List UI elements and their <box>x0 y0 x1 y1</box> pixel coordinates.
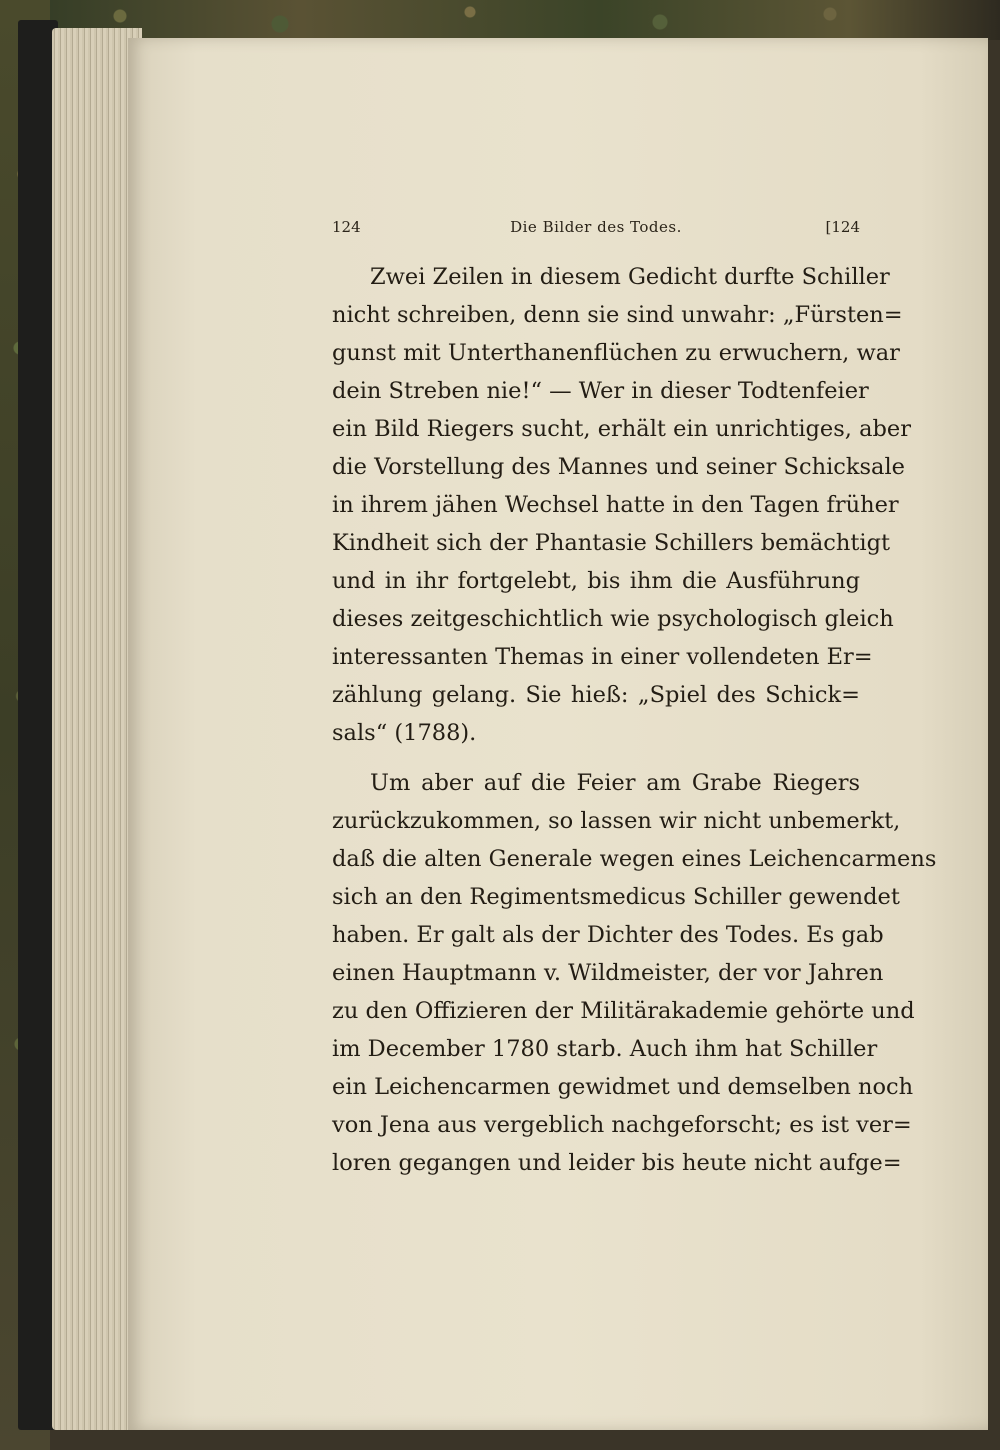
text-line: ein Leichencarmen gewidmet und demselben noch <box>332 1074 914 1100</box>
text-line: nicht schreiben, denn sie sind unwahr: „Fürsten= <box>332 302 903 328</box>
text-line: und in ihr fortgelebt, bis ihm die Ausführung <box>332 568 860 594</box>
paragraph-1 <box>332 258 911 752</box>
page-number-left: 124 <box>332 218 361 236</box>
text-line: zurückzukommen, so lassen wir nicht unbemerkt, <box>332 808 901 834</box>
text-line: loren gegangen und leider bis heute nicht aufge= <box>332 1150 902 1176</box>
text-line: im December 1780 starb. Auch ihm hat Schiller <box>332 1036 878 1062</box>
text-line: sich an den Regimentsmedicus Schiller gewendet <box>332 884 900 910</box>
text-line: in ihrem jähen Wechsel hatte in den Tagen früher <box>332 492 899 518</box>
text-line: interessanten Themas in einer vollendeten Er= <box>332 644 873 670</box>
body-text <box>332 258 937 1182</box>
text-line: daß die alten Generale wegen eines Leichencarmens <box>332 846 937 872</box>
text-line: ein Bild Riegers sucht, erhält ein unrichtiges, aber <box>332 416 911 442</box>
text-line: dieses zeitgeschichtlich wie psychologisch gleich <box>332 606 894 632</box>
text-line: einen Hauptmann v. Wildmeister, der vor Jahren <box>332 960 884 986</box>
paragraph-gap <box>332 752 860 764</box>
text-line: Kindheit sich der Phantasie Schillers bemächtigt <box>332 530 891 556</box>
text-line: Zwei Zeilen in diesem Gedicht durfte Schiller <box>370 264 890 290</box>
running-title: Die Bilder des Todes. <box>510 218 682 236</box>
page-number-right: [124 <box>825 218 860 236</box>
text-line: die Vorstellung des Mannes und seiner Schicksale <box>332 454 905 480</box>
paragraph-2 <box>332 764 937 1182</box>
page-header <box>332 218 860 248</box>
text-line: haben. Er galt als der Dichter des Todes. Es gab <box>332 922 884 948</box>
text-line: dein Streben nie!“ — Wer in dieser Todtenfeier <box>332 378 869 404</box>
book-cover-top <box>0 0 1000 40</box>
text-line: zu den Offizieren der Militärakademie gehörte und <box>332 998 915 1024</box>
text-line: Um aber auf die Feier am Grabe Riegers <box>370 770 860 796</box>
text-line: sals“ (1788). <box>332 720 477 746</box>
text-line: von Jena aus vergeblich nachgeforscht; es ist ver= <box>332 1112 912 1138</box>
text-line: gunst mit Unterthanenflüchen zu erwuchern, war <box>332 340 900 366</box>
text-line: zählung gelang. Sie hieß: „Spiel des Schick= <box>332 682 860 708</box>
